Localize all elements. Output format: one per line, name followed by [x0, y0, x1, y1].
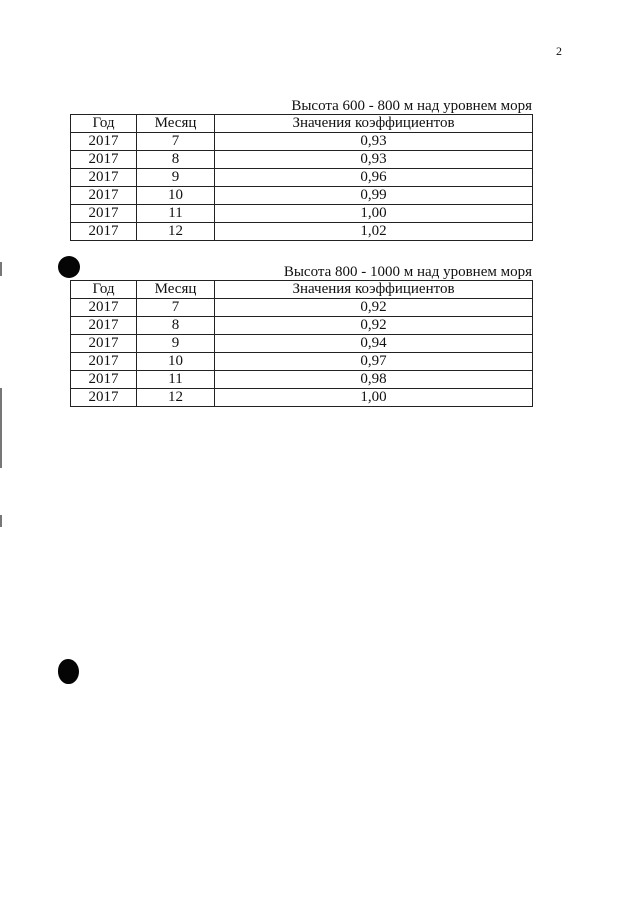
cell-month: 8 — [137, 151, 215, 169]
table-row — [71, 205, 533, 223]
cell-value: 1,02 — [215, 223, 533, 241]
cell-value: 0,92 — [215, 317, 533, 335]
table-row — [71, 169, 533, 187]
cell-month: 10 — [137, 353, 215, 371]
coefficients-table-600-800 — [70, 114, 533, 241]
cell-value: 0,97 — [215, 353, 533, 371]
cell-year: 2017 — [71, 335, 137, 353]
cell-year: 2017 — [71, 371, 137, 389]
table-row — [71, 353, 533, 371]
cell-month: 7 — [137, 133, 215, 151]
cell-year: 2017 — [71, 317, 137, 335]
column-header-value: Значения коэффициентов — [215, 281, 533, 299]
scan-edge-mark — [0, 388, 2, 468]
cell-year: 2017 — [71, 353, 137, 371]
cell-value: 1,00 — [215, 205, 533, 223]
cell-value: 1,00 — [215, 389, 533, 407]
punch-hole-mark — [58, 659, 79, 684]
cell-year: 2017 — [71, 169, 137, 187]
cell-year: 2017 — [71, 223, 137, 241]
cell-month: 10 — [137, 187, 215, 205]
table-row — [71, 151, 533, 169]
table-row — [71, 317, 533, 335]
table-2-title: Высота 800 - 1000 м над уровнем моря — [283, 264, 532, 280]
table-header-row — [71, 115, 533, 133]
cell-month: 9 — [137, 335, 215, 353]
cell-month: 11 — [137, 205, 215, 223]
cell-month: 12 — [137, 223, 215, 241]
cell-month: 8 — [137, 317, 215, 335]
cell-year: 2017 — [71, 187, 137, 205]
column-header-year: Год — [71, 281, 137, 299]
cell-month: 9 — [137, 169, 215, 187]
scan-edge-mark — [0, 515, 2, 527]
cell-year: 2017 — [71, 133, 137, 151]
table-row — [71, 187, 533, 205]
table-row — [71, 389, 533, 407]
column-header-month: Месяц — [137, 115, 215, 133]
cell-value: 0,99 — [215, 187, 533, 205]
cell-month: 7 — [137, 299, 215, 317]
column-header-value: Значения коэффициентов — [215, 115, 533, 133]
scan-edge-mark — [0, 262, 2, 276]
table-1-title: Высота 600 - 800 м над уровнем моря — [291, 98, 532, 114]
table-row — [71, 133, 533, 151]
table-row — [71, 371, 533, 389]
cell-value: 0,93 — [215, 151, 533, 169]
cell-year: 2017 — [71, 389, 137, 407]
cell-month: 11 — [137, 371, 215, 389]
table-row — [71, 223, 533, 241]
coefficients-table-800-1000 — [70, 280, 533, 407]
column-header-month: Месяц — [137, 281, 215, 299]
cell-month: 12 — [137, 389, 215, 407]
column-header-year: Год — [71, 115, 137, 133]
cell-value: 0,93 — [215, 133, 533, 151]
table-header-row — [71, 281, 533, 299]
cell-year: 2017 — [71, 205, 137, 223]
cell-year: 2017 — [71, 299, 137, 317]
cell-value: 0,92 — [215, 299, 533, 317]
cell-value: 0,98 — [215, 371, 533, 389]
cell-year: 2017 — [71, 151, 137, 169]
table-row — [71, 335, 533, 353]
table-row — [71, 299, 533, 317]
cell-value: 0,96 — [215, 169, 533, 187]
page-number: 2 — [556, 44, 562, 58]
cell-value: 0,94 — [215, 335, 533, 353]
